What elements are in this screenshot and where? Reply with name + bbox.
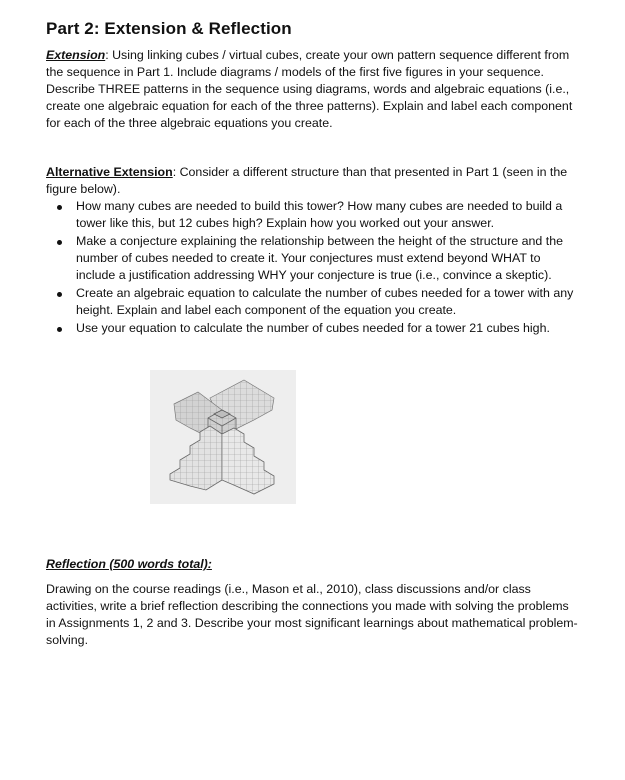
reflection-paragraph: Drawing on the course readings (i.e., Mason et al., 2010), class discussions and/or class activities, write a brief reflection describing the connections you made with solving the problems in Assignments 1, 2 and 3. Describe your most significant learnings about mathematical problem-solving.	[46, 582, 578, 647]
extension-label: Extension	[46, 48, 106, 62]
page-title: Part 2: Extension & Reflection	[46, 19, 292, 38]
bullet-icon	[57, 327, 62, 332]
bullet-item	[46, 285, 581, 319]
bullet-text: Use your equation to calculate the number of cubes needed for a tower 21 cubes high.	[76, 321, 550, 335]
bullet-icon	[57, 205, 62, 210]
alternative-extension-text: : Consider a different structure than that presented in Part 1 (seen in the figure below).	[46, 165, 568, 196]
bullet-item	[46, 233, 581, 284]
bullet-icon	[57, 240, 62, 245]
alternative-extension-paragraph	[46, 164, 581, 198]
bullet-icon	[57, 292, 62, 297]
bullet-item	[46, 320, 581, 337]
alternative-extension-label: Alternative Extension	[46, 165, 173, 179]
extension-paragraph	[46, 47, 581, 132]
cube-tower-figure	[150, 370, 296, 504]
cube-tower-drawing	[150, 370, 296, 504]
extension-text: : Using linking cubes / virtual cubes, create your own pattern sequence different from the sequence in Part 1. Include diagrams / models of the first five figures in your sequence. Describe THREE patterns in the sequence using diagrams, words and algebraic equations (i.e., create one algebraic equation for each of the three patterns). Explain and label each component for each of the three algebraic equations you create.	[46, 48, 573, 130]
bullet-text: Make a conjecture explaining the relationship between the height of the structure and the number of cubes needed to create it. Your conjectures must extend beyond WHAT to include a justification addressing WHY your conjecture is true (i.e., convince a skeptic).	[76, 234, 563, 282]
bullet-text: How many cubes are needed to build this tower? How many cubes are needed to build a tower like this, but 12 cubes high? Explain how you worked out your answer.	[76, 199, 563, 230]
alternative-extension-bullets	[46, 198, 581, 338]
bullet-item	[46, 198, 581, 232]
reflection-title: Reflection (500 words total):	[46, 557, 212, 571]
bullet-text: Create an algebraic equation to calculate the number of cubes needed for a tower with any height. Explain and label each component of the equation you create.	[76, 286, 574, 317]
